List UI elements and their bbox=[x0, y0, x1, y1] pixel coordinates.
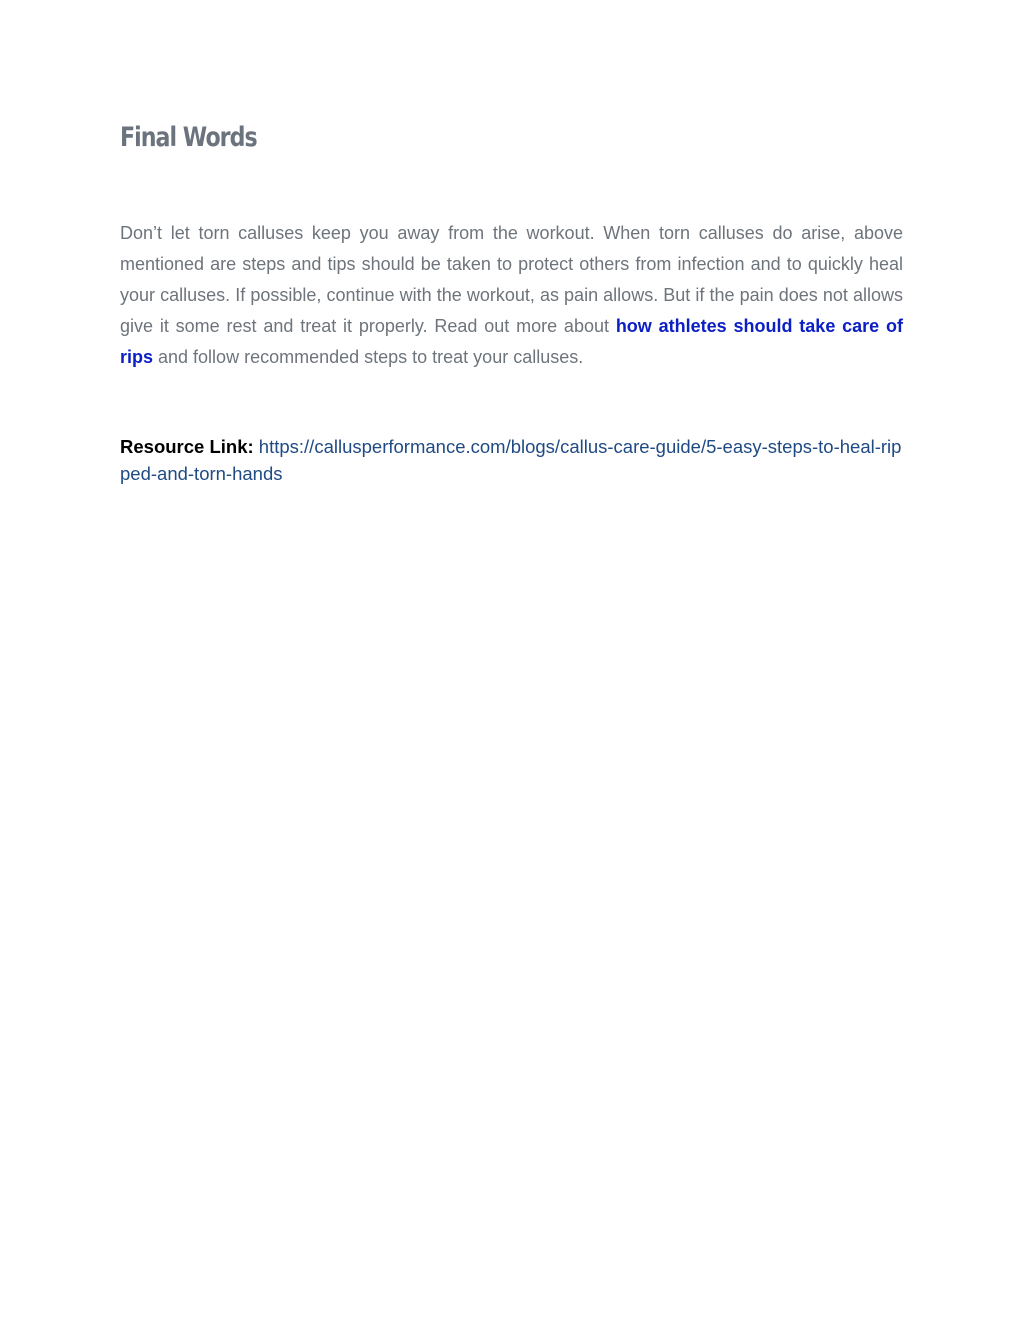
paragraph-text-after-link: and follow recommended steps to treat your calluses. bbox=[153, 347, 584, 367]
section-heading: Final Words bbox=[120, 122, 257, 153]
resource-url-link[interactable]: https://callusperformance.com/blogs/callus-care-guide/5-easy-steps-to-heal-ripped-and-torn-hands bbox=[120, 436, 902, 484]
body-paragraph bbox=[120, 218, 903, 373]
resource-link-line bbox=[120, 433, 903, 487]
paragraph-text-before-link: Don’t let torn calluses keep you away from the workout. When torn calluses do arise, above mentioned are steps and tips should be taken to protect others from infection and to quickly heal your calluses. If possible, continue with the workout, as pain allows. But if the pain does not allows give it some rest and treat it properly. Read out more about bbox=[120, 223, 903, 336]
resource-link-label: Resource Link: bbox=[120, 436, 254, 457]
athletes-rips-link[interactable]: how athletes should take care of rips bbox=[120, 316, 904, 367]
